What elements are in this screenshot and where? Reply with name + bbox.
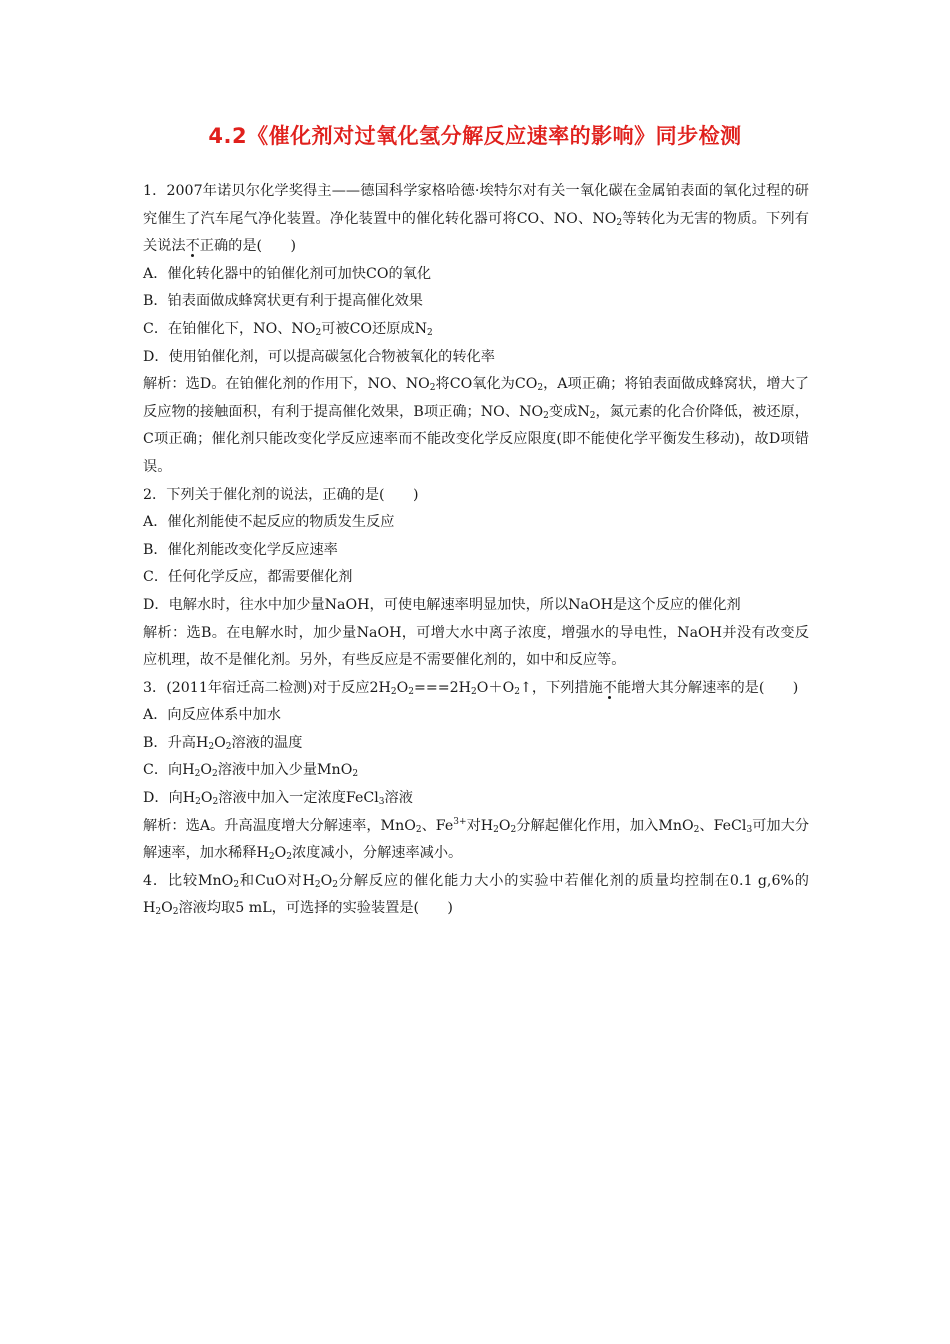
question-1-option-b: B．铂表面做成蜂窝状更有利于提高催化效果 bbox=[143, 293, 423, 310]
question-2-option-d: D．电解水时，往水中加少量NaOH，可使电解速率明显加快，所以NaOH是这个反应的催化剂 bbox=[143, 596, 741, 613]
question-1-option-d: D．使用铂催化剂，可以提高碳氢化合物被氧化的转化率 bbox=[143, 348, 495, 365]
question-2-stem: 2．下列关于催化剂的说法，正确的是( ) bbox=[143, 486, 419, 503]
question-1-option-c: C．在铂催化下，NO、$NO_2$可被CO还原成$N_2$ bbox=[143, 320, 433, 338]
question-3-option-a: A．向反应体系中加水 bbox=[143, 707, 281, 724]
page-title: 4.2《催化剂对过氧化氢分解反应速率的影响》同步检测 bbox=[208, 124, 742, 148]
question-2-option-a: A．催化剂能使不起反应的物质发生反应 bbox=[143, 514, 395, 531]
emphasis-mark: 不 bbox=[602, 679, 617, 696]
emphasis-mark: 不 bbox=[185, 238, 200, 255]
question-2-option-b: B．催化剂能改变化学反应速率 bbox=[143, 541, 338, 558]
question-1-answer: 解析：选D。在铂催化剂的作用下，NO、$NO_2$将CO氧化为$CO_2$，A项正确；将铂表面做成蜂窝状，增大了反应物的接触面积，有利于提高催化效果，B项正确；NO、$NO_2$变成$N_2$，氮元素的化合价降低，被还原，C项正确；催化剂只能改变化学反应速率而不能改变化学反应限度(即不能使化学平衡发生移动)，故D项错误。 bbox=[143, 376, 809, 475]
question-3-option-c: C．向$H_2O_2$溶液中加入少量MnO$_2$ bbox=[143, 762, 359, 780]
document-body bbox=[143, 178, 809, 923]
question-2-answer: 解析：选B。在电解水时，加少量NaOH，可增大水中离子浓度，增强水的导电性，NaOH并没有改变反应机理，故不是催化剂。另外，有些反应是不需要催化剂的，如中和反应等。 bbox=[143, 624, 809, 669]
question-2-option-c: C．任何化学反应，都需要催化剂 bbox=[143, 569, 353, 586]
question-3-answer: 解析：选A。升高温度增大分解速率，MnO$_2$、$Fe^{3+}$对$H_2O_2$分解起催化作用，加入MnO$_2$、FeCl$_3$可加大分解速率，加水稀释$H_2O_2$浓度减小，分解速率减小。 bbox=[143, 816, 810, 863]
question-3-stem: 3．(2011年宿迁高二检测)对于反应$2H_2O_2===2H_2O+O_2↑$，下列措施不能增大其分解速率的是( ) bbox=[143, 679, 799, 697]
question-1-option-a: A．催化转化器中的铂催化剂可加快CO的氧化 bbox=[143, 265, 432, 282]
question-3-option-b: B．升高$H_2O_2$溶液的温度 bbox=[143, 734, 303, 752]
question-1-stem: 1．2007年诺贝尔化学奖得主——德国科学家格哈德·埃特尔对有关一氧化碳在金属铂表面的氧化过程的研究催生了汽车尾气净化装置。净化装置中的催化转化器可将CO、NO、$NO_2$等转化为无害的物质。下列有关说法不正确的是( ) bbox=[143, 183, 809, 255]
question-3-option-d: D．向$H_2O_2$溶液中加入一定浓度FeCl$_3$溶液 bbox=[143, 790, 413, 808]
question-4-stem: 4．比较MnO$_2$和CuO对$H_2O_2$分解反应的催化能力大小的实验中若催化剂的质量均控制在0.1 g,6%的$H_2O_2$溶液均取5 mL，可选择的实验装置是( ) bbox=[143, 872, 809, 918]
